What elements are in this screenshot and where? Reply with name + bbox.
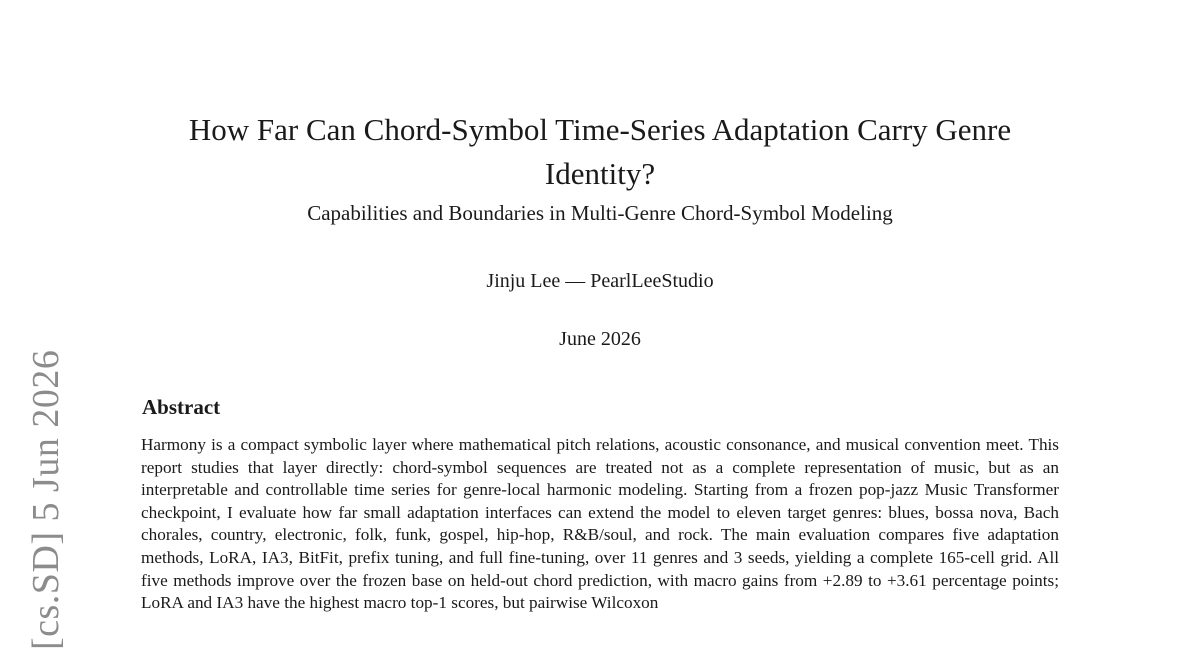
arxiv-side-stamp bbox=[22, 340, 72, 648]
abstract-text: Harmony is a compact symbolic layer where mathematical pitch relations, acoustic consonance, and musical convention meet. This report studies that layer directly: chord-symbol sequences are treated not as a complete representation of music, but as an interpretable and controllable time series for genre-local harmonic modeling. Starting from a frozen pop-jazz Music Transformer checkpoint, I evaluate how far small adaptation interfaces can extend the model to eleven target genres: blues, bossa nova, Bach chorales, country, electronic, folk, funk, gospel, hip-hop, R&B/soul, and rock. The main evaluation compares five adaptation methods, LoRA, IA3, BitFit, prefix tuning, and full fine-tuning, over 11 genres and 3 seeds, yielding a complete 165-cell grid. All five methods improve over the frozen base on held-out chord prediction, with macro gains from +2.89 to +3.61 percentage points; LoRA and IA3 have the highest macro top-1 scores, but pairwise Wilcoxon bbox=[141, 435, 1059, 613]
arxiv-identifier: [cs.SD] 5 Jun 2026 bbox=[25, 349, 67, 650]
paper-subtitle: Capabilities and Boundaries in Multi-Genre Chord-Symbol Modeling bbox=[307, 201, 893, 225]
paper-date: June 2026 bbox=[559, 328, 641, 350]
abstract-heading: Abstract bbox=[142, 395, 221, 419]
paper-title: How Far Can Chord-Symbol Time-Series Adaptation Carry Genre Identity? bbox=[188, 112, 1012, 191]
paper-author: Jinju Lee — PearlLeeStudio bbox=[486, 270, 714, 292]
